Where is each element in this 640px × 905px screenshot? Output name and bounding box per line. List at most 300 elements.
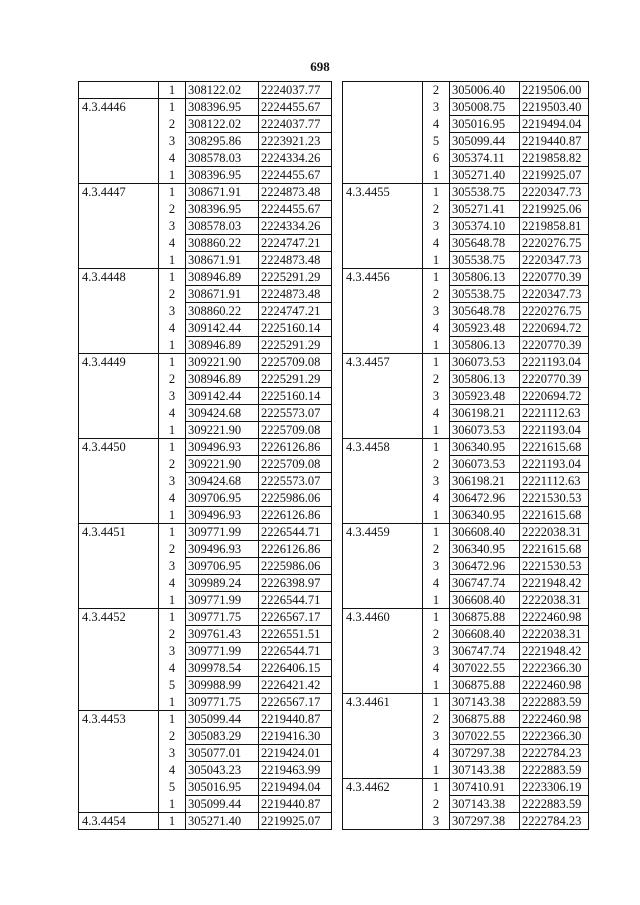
y-coordinate-cell: 2221112.63 (520, 473, 589, 490)
x-coordinate-cell: 307297.38 (450, 813, 520, 830)
parcel-id-cell (79, 541, 159, 558)
table-row (343, 167, 589, 184)
point-number-cell: 2 (423, 626, 450, 643)
table-row (343, 388, 589, 405)
table-row (79, 422, 332, 439)
table-row (79, 660, 332, 677)
table-row (79, 320, 332, 337)
x-coordinate-cell: 307410.91 (450, 779, 520, 796)
parcel-id-cell (79, 694, 159, 711)
table-row (343, 422, 589, 439)
point-number-cell: 4 (159, 320, 186, 337)
y-coordinate-cell: 2219925.06 (520, 201, 589, 218)
y-coordinate-cell: 2222366.30 (520, 660, 589, 677)
parcel-id-cell (79, 779, 159, 796)
x-coordinate-cell: 309978.54 (186, 660, 259, 677)
y-coordinate-cell: 2222784.23 (520, 813, 589, 830)
y-coordinate-cell: 2219858.82 (520, 150, 589, 167)
parcel-id-cell (79, 252, 159, 269)
parcel-id-cell (79, 762, 159, 779)
y-coordinate-cell: 2221530.53 (520, 490, 589, 507)
table-row (343, 473, 589, 490)
point-number-cell: 1 (423, 354, 450, 371)
parcel-id-cell (79, 320, 159, 337)
x-coordinate-cell: 308946.89 (186, 371, 259, 388)
table-row (343, 796, 589, 813)
parcel-id-cell (79, 337, 159, 354)
point-number-cell: 4 (423, 660, 450, 677)
x-coordinate-cell: 305538.75 (450, 252, 520, 269)
point-number-cell: 3 (423, 643, 450, 660)
x-coordinate-cell: 307143.38 (450, 796, 520, 813)
table-row (343, 235, 589, 252)
y-coordinate-cell: 2222460.98 (520, 677, 589, 694)
parcel-id-cell (343, 422, 423, 439)
x-coordinate-cell: 309761.43 (186, 626, 259, 643)
y-coordinate-cell: 2224873.48 (259, 252, 332, 269)
x-coordinate-cell: 308122.02 (186, 116, 259, 133)
table-row (343, 677, 589, 694)
point-number-cell: 1 (423, 252, 450, 269)
y-coordinate-cell: 2222883.59 (520, 762, 589, 779)
y-coordinate-cell: 2224037.77 (259, 82, 332, 99)
table-row (343, 728, 589, 745)
table-row (343, 354, 589, 371)
parcel-id-cell (343, 218, 423, 235)
table-row (79, 99, 332, 116)
table-row (79, 252, 332, 269)
point-number-cell: 3 (423, 728, 450, 745)
parcel-id-cell (79, 575, 159, 592)
x-coordinate-cell: 307022.55 (450, 660, 520, 677)
point-number-cell: 3 (159, 303, 186, 320)
x-coordinate-cell: 306875.88 (450, 609, 520, 626)
y-coordinate-cell: 2220770.39 (520, 371, 589, 388)
x-coordinate-cell: 305806.13 (450, 371, 520, 388)
parcel-id-cell (79, 388, 159, 405)
parcel-id-cell (343, 745, 423, 762)
x-coordinate-cell: 305083.29 (186, 728, 259, 745)
point-number-cell: 1 (159, 507, 186, 524)
parcel-id-cell (343, 473, 423, 490)
table-row (79, 711, 332, 728)
parcel-id-cell (343, 643, 423, 660)
coordinates-table-right (342, 81, 589, 830)
x-coordinate-cell: 305006.40 (450, 82, 520, 99)
point-number-cell: 5 (423, 133, 450, 150)
point-number-cell: 1 (159, 796, 186, 813)
table-row (343, 524, 589, 541)
x-coordinate-cell: 305648.78 (450, 235, 520, 252)
table-row (343, 269, 589, 286)
table-row (343, 201, 589, 218)
point-number-cell: 4 (423, 320, 450, 337)
y-coordinate-cell: 2225573.07 (259, 473, 332, 490)
parcel-id-cell: 4.3.4450 (79, 439, 159, 456)
x-coordinate-cell: 305077.01 (186, 745, 259, 762)
y-coordinate-cell: 2220770.39 (520, 269, 589, 286)
point-number-cell: 1 (159, 252, 186, 269)
y-coordinate-cell: 2226544.71 (259, 643, 332, 660)
y-coordinate-cell: 2222883.59 (520, 796, 589, 813)
parcel-id-cell (79, 218, 159, 235)
x-coordinate-cell: 308396.95 (186, 99, 259, 116)
table-row (343, 643, 589, 660)
y-coordinate-cell: 2219925.07 (259, 813, 332, 830)
x-coordinate-cell: 305099.44 (186, 796, 259, 813)
x-coordinate-cell: 306875.88 (450, 711, 520, 728)
table-row (79, 133, 332, 150)
x-coordinate-cell: 308671.91 (186, 252, 259, 269)
y-coordinate-cell: 2226544.71 (259, 592, 332, 609)
point-number-cell: 1 (159, 813, 186, 830)
y-coordinate-cell: 2221193.04 (520, 354, 589, 371)
table-row (79, 371, 332, 388)
y-coordinate-cell: 2226126.86 (259, 439, 332, 456)
point-number-cell: 4 (423, 575, 450, 592)
point-number-cell: 3 (159, 218, 186, 235)
point-number-cell: 1 (159, 82, 186, 99)
point-number-cell: 1 (159, 99, 186, 116)
point-number-cell: 1 (423, 337, 450, 354)
x-coordinate-cell: 309496.93 (186, 439, 259, 456)
parcel-id-cell (343, 371, 423, 388)
table-row (79, 388, 332, 405)
x-coordinate-cell: 309142.44 (186, 388, 259, 405)
point-number-cell: 1 (423, 422, 450, 439)
point-number-cell: 1 (159, 694, 186, 711)
parcel-id-cell (79, 677, 159, 694)
y-coordinate-cell: 2221615.68 (520, 507, 589, 524)
parcel-id-cell (343, 575, 423, 592)
y-coordinate-cell: 2221948.42 (520, 575, 589, 592)
x-coordinate-cell: 306198.21 (450, 405, 520, 422)
parcel-id-cell (79, 490, 159, 507)
parcel-id-cell (343, 337, 423, 354)
x-coordinate-cell: 309771.99 (186, 643, 259, 660)
point-number-cell: 2 (159, 286, 186, 303)
point-number-cell: 2 (159, 456, 186, 473)
y-coordinate-cell: 2219440.87 (259, 796, 332, 813)
y-coordinate-cell: 2222460.98 (520, 711, 589, 728)
parcel-id-cell (343, 728, 423, 745)
y-coordinate-cell: 2225291.29 (259, 337, 332, 354)
point-number-cell: 1 (159, 354, 186, 371)
table-row (343, 371, 589, 388)
x-coordinate-cell: 305016.95 (450, 116, 520, 133)
point-number-cell: 4 (423, 116, 450, 133)
parcel-id-cell (343, 456, 423, 473)
x-coordinate-cell: 306340.95 (450, 541, 520, 558)
parcel-id-cell: 4.3.4447 (79, 184, 159, 201)
x-coordinate-cell: 305538.75 (450, 286, 520, 303)
point-number-cell: 4 (423, 235, 450, 252)
table-row (79, 116, 332, 133)
point-number-cell: 1 (423, 507, 450, 524)
table-row (343, 558, 589, 575)
y-coordinate-cell: 2222038.31 (520, 592, 589, 609)
parcel-id-cell (79, 643, 159, 660)
x-coordinate-cell: 309989.24 (186, 575, 259, 592)
parcel-id-cell (79, 728, 159, 745)
table-row (343, 337, 589, 354)
table-row (343, 626, 589, 643)
point-number-cell: 1 (423, 592, 450, 609)
point-number-cell: 1 (159, 609, 186, 626)
table-row (79, 507, 332, 524)
table-row (79, 609, 332, 626)
parcel-id-cell (79, 660, 159, 677)
point-number-cell: 1 (159, 337, 186, 354)
x-coordinate-cell: 305923.48 (450, 320, 520, 337)
table-row (79, 218, 332, 235)
parcel-id-cell (79, 592, 159, 609)
y-coordinate-cell: 2225160.14 (259, 388, 332, 405)
point-number-cell: 1 (423, 524, 450, 541)
y-coordinate-cell: 2221193.04 (520, 422, 589, 439)
parcel-id-cell: 4.3.4460 (343, 609, 423, 626)
x-coordinate-cell: 306747.74 (450, 575, 520, 592)
parcel-id-cell: 4.3.4457 (343, 354, 423, 371)
parcel-id-cell (79, 303, 159, 320)
parcel-id-cell (79, 371, 159, 388)
table-row (79, 82, 332, 99)
parcel-id-cell: 4.3.4449 (79, 354, 159, 371)
y-coordinate-cell: 2219925.07 (520, 167, 589, 184)
x-coordinate-cell: 308860.22 (186, 303, 259, 320)
table-row (343, 490, 589, 507)
parcel-id-cell (343, 167, 423, 184)
y-coordinate-cell: 2223306.19 (520, 779, 589, 796)
x-coordinate-cell: 305374.10 (450, 218, 520, 235)
y-coordinate-cell: 2220347.73 (520, 184, 589, 201)
table-row (343, 439, 589, 456)
point-number-cell: 4 (159, 490, 186, 507)
parcel-id-cell: 4.3.4451 (79, 524, 159, 541)
x-coordinate-cell: 309706.95 (186, 558, 259, 575)
parcel-id-cell (343, 133, 423, 150)
y-coordinate-cell: 2219858.81 (520, 218, 589, 235)
table-row (79, 184, 332, 201)
parcel-id-cell (79, 405, 159, 422)
point-number-cell: 2 (423, 541, 450, 558)
table-row (79, 762, 332, 779)
parcel-id-cell (343, 286, 423, 303)
x-coordinate-cell: 305923.48 (450, 388, 520, 405)
point-number-cell: 4 (159, 575, 186, 592)
parcel-id-cell (343, 201, 423, 218)
parcel-id-cell (79, 796, 159, 813)
table-row (79, 779, 332, 796)
point-number-cell: 3 (423, 99, 450, 116)
x-coordinate-cell: 305016.95 (186, 779, 259, 796)
point-number-cell: 4 (159, 762, 186, 779)
point-number-cell: 2 (159, 201, 186, 218)
y-coordinate-cell: 2219440.87 (259, 711, 332, 728)
parcel-id-cell (343, 507, 423, 524)
x-coordinate-cell: 308396.95 (186, 167, 259, 184)
x-coordinate-cell: 306073.53 (450, 456, 520, 473)
table-row (79, 456, 332, 473)
table-row (79, 694, 332, 711)
table-row (79, 167, 332, 184)
point-number-cell: 1 (159, 524, 186, 541)
parcel-id-cell (79, 167, 159, 184)
y-coordinate-cell: 2224455.67 (259, 167, 332, 184)
table-row (79, 643, 332, 660)
parcel-id-cell: 4.3.4462 (343, 779, 423, 796)
y-coordinate-cell: 2225573.07 (259, 405, 332, 422)
y-coordinate-cell: 2224747.21 (259, 303, 332, 320)
y-coordinate-cell: 2224455.67 (259, 201, 332, 218)
parcel-id-cell (343, 150, 423, 167)
x-coordinate-cell: 309142.44 (186, 320, 259, 337)
x-coordinate-cell: 309424.68 (186, 405, 259, 422)
point-number-cell: 4 (159, 150, 186, 167)
point-number-cell: 1 (159, 439, 186, 456)
y-coordinate-cell: 2226544.71 (259, 524, 332, 541)
table-row (79, 201, 332, 218)
y-coordinate-cell: 2219503.40 (520, 99, 589, 116)
x-coordinate-cell: 307143.38 (450, 762, 520, 779)
parcel-id-cell (79, 286, 159, 303)
table-row (343, 813, 589, 830)
x-coordinate-cell: 308946.89 (186, 269, 259, 286)
point-number-cell: 1 (159, 167, 186, 184)
table-row (343, 303, 589, 320)
point-number-cell: 3 (159, 473, 186, 490)
y-coordinate-cell: 2221530.53 (520, 558, 589, 575)
y-coordinate-cell: 2222460.98 (520, 609, 589, 626)
y-coordinate-cell: 2220347.73 (520, 252, 589, 269)
parcel-id-cell (343, 541, 423, 558)
table-row (343, 320, 589, 337)
y-coordinate-cell: 2224455.67 (259, 99, 332, 116)
x-coordinate-cell: 307143.38 (450, 694, 520, 711)
x-coordinate-cell: 305043.23 (186, 762, 259, 779)
y-coordinate-cell: 2225291.29 (259, 269, 332, 286)
point-number-cell: 2 (423, 201, 450, 218)
parcel-id-cell (79, 626, 159, 643)
y-coordinate-cell: 2220694.72 (520, 320, 589, 337)
table-row (79, 473, 332, 490)
table-row (79, 303, 332, 320)
point-number-cell: 3 (159, 388, 186, 405)
point-number-cell: 1 (423, 609, 450, 626)
parcel-id-cell (343, 711, 423, 728)
parcel-id-cell (79, 150, 159, 167)
y-coordinate-cell: 2222784.23 (520, 745, 589, 762)
point-number-cell: 3 (423, 558, 450, 575)
parcel-id-cell (79, 473, 159, 490)
parcel-id-cell (79, 201, 159, 218)
point-number-cell: 6 (423, 150, 450, 167)
x-coordinate-cell: 306608.40 (450, 592, 520, 609)
parcel-id-cell: 4.3.4452 (79, 609, 159, 626)
y-coordinate-cell: 2224873.48 (259, 184, 332, 201)
table-row (79, 677, 332, 694)
y-coordinate-cell: 2220276.75 (520, 235, 589, 252)
x-coordinate-cell: 306875.88 (450, 677, 520, 694)
y-coordinate-cell: 2225986.06 (259, 490, 332, 507)
y-coordinate-cell: 2226126.86 (259, 507, 332, 524)
table-row (343, 592, 589, 609)
x-coordinate-cell: 309221.90 (186, 422, 259, 439)
x-coordinate-cell: 305374.11 (450, 150, 520, 167)
x-coordinate-cell: 308860.22 (186, 235, 259, 252)
parcel-id-cell: 4.3.4461 (343, 694, 423, 711)
x-coordinate-cell: 309771.99 (186, 524, 259, 541)
table-row (79, 405, 332, 422)
table-row (343, 184, 589, 201)
parcel-id-cell (79, 507, 159, 524)
point-number-cell: 1 (159, 269, 186, 286)
table-row (79, 354, 332, 371)
parcel-id-cell (343, 116, 423, 133)
table-row (343, 133, 589, 150)
parcel-id-cell (343, 490, 423, 507)
parcel-id-cell: 4.3.4446 (79, 99, 159, 116)
y-coordinate-cell: 2219506.00 (520, 82, 589, 99)
y-coordinate-cell: 2224334.26 (259, 218, 332, 235)
x-coordinate-cell: 306608.40 (450, 626, 520, 643)
point-number-cell: 1 (423, 762, 450, 779)
x-coordinate-cell: 308295.86 (186, 133, 259, 150)
table-row (343, 711, 589, 728)
y-coordinate-cell: 2226567.17 (259, 609, 332, 626)
parcel-id-cell (343, 796, 423, 813)
table-row (343, 575, 589, 592)
point-number-cell: 5 (159, 677, 186, 694)
x-coordinate-cell: 309221.90 (186, 456, 259, 473)
parcel-id-cell (79, 422, 159, 439)
y-coordinate-cell: 2220770.39 (520, 337, 589, 354)
parcel-id-cell (343, 405, 423, 422)
x-coordinate-cell: 305648.78 (450, 303, 520, 320)
parcel-id-cell (343, 592, 423, 609)
x-coordinate-cell: 305271.40 (450, 167, 520, 184)
y-coordinate-cell: 2219424.01 (259, 745, 332, 762)
x-coordinate-cell: 306472.96 (450, 558, 520, 575)
y-coordinate-cell: 2224873.48 (259, 286, 332, 303)
x-coordinate-cell: 306608.40 (450, 524, 520, 541)
parcel-id-cell (79, 133, 159, 150)
parcel-id-cell (343, 235, 423, 252)
table-row (343, 99, 589, 116)
y-coordinate-cell: 2221948.42 (520, 643, 589, 660)
parcel-id-cell (343, 303, 423, 320)
x-coordinate-cell: 308671.91 (186, 184, 259, 201)
x-coordinate-cell: 305271.41 (450, 201, 520, 218)
table-row (343, 694, 589, 711)
point-number-cell: 1 (159, 184, 186, 201)
x-coordinate-cell: 309771.75 (186, 694, 259, 711)
point-number-cell: 1 (423, 439, 450, 456)
point-number-cell: 1 (159, 711, 186, 728)
y-coordinate-cell: 2225709.08 (259, 456, 332, 473)
parcel-id-cell (79, 558, 159, 575)
table-row (343, 456, 589, 473)
table-row (79, 524, 332, 541)
point-number-cell: 3 (423, 813, 450, 830)
parcel-id-cell: 4.3.4455 (343, 184, 423, 201)
point-number-cell: 1 (423, 694, 450, 711)
x-coordinate-cell: 306340.95 (450, 507, 520, 524)
y-coordinate-cell: 2221615.68 (520, 439, 589, 456)
point-number-cell: 1 (159, 422, 186, 439)
parcel-id-cell (79, 235, 159, 252)
page-number: 698 (310, 59, 330, 74)
